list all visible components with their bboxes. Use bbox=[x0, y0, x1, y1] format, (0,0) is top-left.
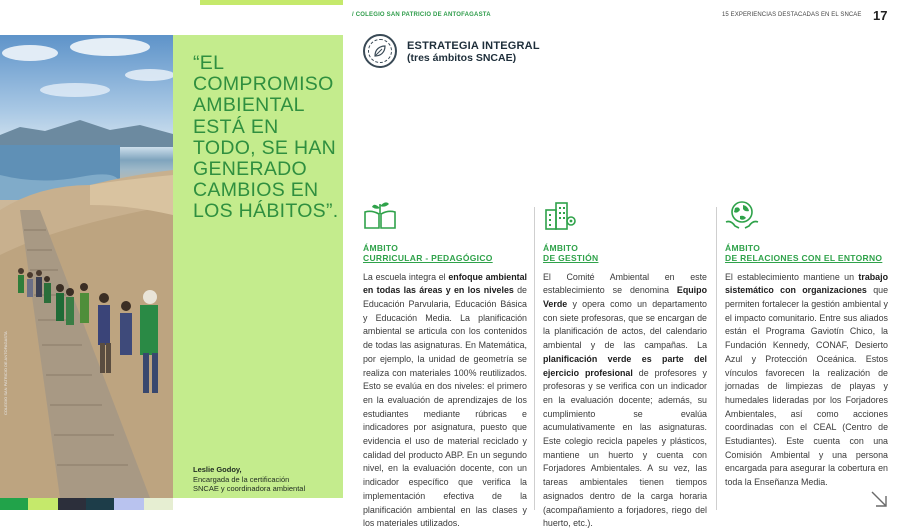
beach-stairs-photo bbox=[0, 35, 173, 498]
strip-swatch bbox=[28, 498, 58, 510]
quote-line: “EL bbox=[193, 52, 225, 74]
quote-attribution bbox=[193, 465, 338, 494]
strategy-subtitle: (tres ámbitos SNCAE) bbox=[407, 52, 517, 64]
quote-line: LOS HÁBITOS”. bbox=[193, 200, 339, 223]
strip-swatch bbox=[114, 498, 144, 510]
color-strip bbox=[0, 498, 173, 510]
emphasis-text: trabajo sistemático con organizaciones bbox=[725, 271, 888, 296]
author-role: Encargada de la certificación bbox=[193, 474, 290, 484]
strip-swatch bbox=[144, 498, 173, 510]
body-text: de Educación Parvularia, Educación Básica y Educación Media. La planificación ambiental se articula con los contenidos de todas las asignaturas. En Matemática, por ejemplo, la unidad de geometría se realiza con materiales 100% reutilizados. Esto se evalúa en dos niveles: el primero en la evaluación de aprendizajes de los estudiantes mediante rúbricas e indicadores por asignatura, puesto que evidencia el uso de material reciclado y calidad del producto ABP. En un segundo nivel, en la evaluación docente, con un indicador específico que verifica la implementación efectiva de la planificación ambiental en las clases y los materiales utilizados. bbox=[363, 285, 527, 529]
quote-line: GENERADO bbox=[193, 158, 308, 181]
heading-line: CURRICULAR - PEDAGÓGICO bbox=[363, 252, 493, 263]
photo-credit: COLEGIO SAN PATRICIO DE ANTOFAGASTA bbox=[3, 331, 8, 415]
certification-seal-icon bbox=[363, 34, 397, 68]
pull-quote bbox=[193, 53, 343, 223]
building-gear-icon bbox=[543, 200, 577, 230]
body-text: de profesores y profesoras y se verifica con un indicador en la evaluación docente; además, su cumplimiento se evalúa acumulativamente en las asignaturas. Este colegio recicla papeles y plásticos, mantiene un huerto y cuenta con Forjadores Ambientales. A su vez, las tareas ambientales tienen tiempos asignados dentro de la carga horaria (acompañamiento a forjadores, riego del huerto, etc.). bbox=[543, 367, 707, 529]
page-number: 17 bbox=[873, 8, 888, 23]
quote-line: CAMBIOS EN bbox=[193, 179, 319, 202]
quote-line: ESTÁ EN bbox=[193, 115, 279, 138]
quote-line: AMBIENTAL bbox=[193, 94, 305, 117]
book-plant-icon bbox=[363, 200, 397, 230]
emphasis-text: enfoque ambiental en todas las áreas y en los niveles bbox=[363, 271, 528, 296]
body-text: El establecimiento mantiene un bbox=[725, 271, 859, 282]
column-gestion bbox=[543, 200, 707, 531]
body-text: y opera como un departamento con siete profesoras, que se encargan de la planificación de actos, del calendario ambiental y de las campañas. La bbox=[543, 299, 707, 351]
top-accent-bar bbox=[200, 0, 343, 5]
header-school-name: / COLEGIO SAN PATRICIO DE ANTOFAGASTA bbox=[352, 12, 491, 18]
column-divider bbox=[716, 207, 717, 510]
strip-swatch bbox=[86, 498, 114, 510]
body-text: El Comité Ambiental en este establecimiento se denomina bbox=[543, 271, 707, 296]
column-heading bbox=[543, 244, 707, 264]
body-text: La escuela integra el bbox=[363, 271, 449, 282]
column-body bbox=[363, 271, 527, 531]
photo-illustration bbox=[0, 35, 173, 498]
column-body bbox=[543, 271, 707, 531]
heading-line: ÁMBITO bbox=[543, 243, 579, 253]
seal-leaf-icon bbox=[373, 44, 387, 58]
author-name: Leslie Godoy, bbox=[193, 465, 242, 474]
author-role: SNCAE y coordinadora ambiental bbox=[193, 484, 306, 493]
diagonal-arrow-icon[interactable] bbox=[870, 490, 888, 508]
quote-line: TODO, SE HAN bbox=[193, 136, 337, 159]
globe-hands-icon bbox=[725, 200, 759, 230]
column-heading bbox=[363, 244, 527, 264]
strategy-title: ESTRATEGIA INTEGRAL bbox=[407, 40, 540, 52]
body-text: que permiten fortalecer la gestión ambiental y el impacto comunitario. Entre sus aliados están el Programa Gaviotín Chico, la Fundación Kennedy, CONAF, Desierto Azul y Protección Oceánica. Estos vínculos favorecen la realización de jornadas de limpiezas de playas y humedales lideradas por los Forjadores Ambientales, así como acciones coordinadas con el CEAL (Centro de Estudiantes). Este cuenta con una Comisión Ambiental y una persona encargada para asegurar la cobertura en toda la Enseñanza Media. bbox=[725, 285, 889, 488]
heading-line: ÁMBITO bbox=[363, 243, 399, 253]
column-body bbox=[725, 271, 888, 490]
header-section-title: 15 EXPERIENCIAS DESTACADAS EN EL SNCAE bbox=[722, 12, 862, 18]
heading-line: DE GESTIÓN bbox=[543, 252, 599, 263]
column-divider bbox=[534, 207, 535, 510]
emphasis-text: planificación verde es parte del ejercicio profesional bbox=[543, 353, 707, 378]
quote-line: COMPROMISO bbox=[193, 73, 334, 96]
column-entorno bbox=[725, 200, 888, 490]
quote-panel bbox=[173, 35, 343, 498]
column-curricular bbox=[363, 200, 527, 531]
strip-swatch bbox=[58, 498, 86, 510]
heading-line: ÁMBITO bbox=[725, 243, 761, 253]
strip-swatch bbox=[0, 498, 28, 510]
heading-line: DE RELACIONES CON EL ENTORNO bbox=[725, 252, 883, 263]
column-heading bbox=[725, 244, 888, 264]
seal-inner-ring bbox=[368, 39, 392, 63]
emphasis-text: Equipo Verde bbox=[543, 285, 707, 309]
